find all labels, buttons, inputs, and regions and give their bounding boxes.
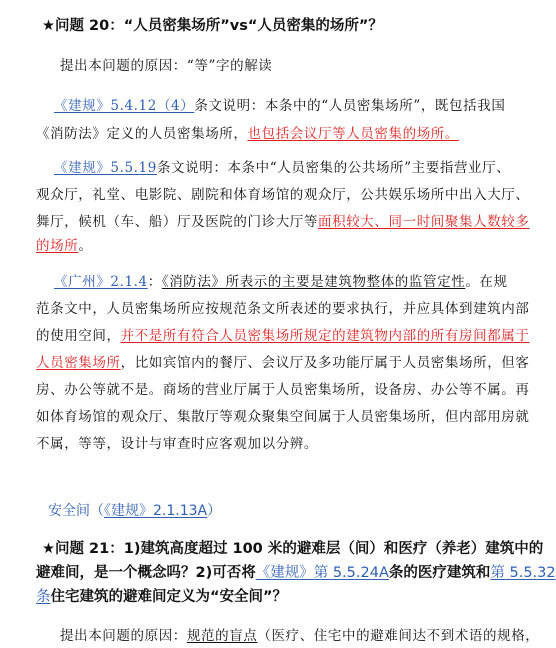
paragraph-3-line-7: 不属，等等，设计与审查时应客观加以分辨。 bbox=[36, 436, 318, 452]
highlighted-text: 的场所 bbox=[36, 238, 79, 254]
question-21-line-1: ★问题 21：1)建筑高度超过 100 米的避难层（间）和医疗（养老）建筑中的 bbox=[42, 541, 544, 557]
question-21-line-2: 避难间，是一个概念吗？2)可否将《建规》第 5.5.24A条的医疗建筑和第 5.5.32 bbox=[36, 565, 556, 581]
question-text: “人员密集场所”vs“人员密集的场所”？ bbox=[123, 18, 383, 34]
section-heading: 安全间（《建规》2.1.13A） bbox=[48, 503, 222, 519]
paragraph-3-line-4: 人员密集场所，比如宾馆内的餐厅、会议厅及多功能厅属于人员密集场所，但客 bbox=[36, 355, 530, 371]
paragraph-3-line-1: 《广州》2.1.4：《消防法》所表示的主要是建筑物整体的监管定性。在规 bbox=[54, 274, 508, 290]
paragraph-3-line-2: 范条文中，人员密集场所应按规范条文所表述的要求执行，并应具体到建筑内部 bbox=[36, 301, 530, 317]
question-label: 问题 20： bbox=[55, 18, 124, 34]
question-20-reason: 提出本问题的原因：“等”字的解读 bbox=[60, 58, 273, 74]
paragraph-2-line-1: 《建规》5.5.19条文说明：本条中“人员密集的公共场所”主要指营业厅、 bbox=[54, 160, 511, 176]
highlighted-text: 并不是所有符合人员密集场所规定的建筑物内部的所有房间都属于 bbox=[120, 328, 530, 344]
paragraph-1-line-1: 《建规》5.4.12（4）条文说明：本条中的“人员密集场所”，既包括我国 bbox=[54, 98, 506, 114]
question-20-heading bbox=[42, 14, 528, 35]
question-label: 问题 21： bbox=[55, 541, 124, 557]
star-icon: ★ bbox=[42, 541, 55, 557]
reference-link[interactable]: 《建规》2.1.13A bbox=[104, 503, 208, 519]
paragraph-2-line-4: 的场所。 bbox=[36, 238, 93, 254]
paragraph-3-line-3: 的使用空间，并不是所有符合人员密集场所规定的建筑物内部的所有房间都属于 bbox=[36, 328, 530, 344]
highlighted-text: 面积较大、同一时间聚集人数较多 bbox=[318, 214, 530, 230]
paragraph-1-line-2: 《消防法》定义的人员密集场所，也包括会议厅等人员密集的场所。 bbox=[36, 126, 459, 142]
star-icon: ★ bbox=[42, 18, 55, 34]
paragraph-2-line-2: 观众厅，礼堂、电影院、剧院和体育场馆的观众厅，公共娱乐场所中出入大厅、 bbox=[36, 187, 530, 203]
reference-link[interactable]: 条 bbox=[36, 589, 51, 605]
question-21-reason: 提出本问题的原因：规范的盲点（医疗、住宅中的避难间达不到术语的规格， bbox=[60, 628, 540, 644]
highlighted-text: 也包括会议厅等人员密集的场所。 bbox=[247, 126, 459, 142]
paragraph-2-line-3: 舞厅，候机（车、船）厅及医院的门诊大厅等面积较大、同一时间聚集人数较多 bbox=[36, 214, 530, 230]
reference-link[interactable]: 《建规》第 5.5.24A bbox=[255, 565, 389, 581]
highlighted-text: 人员密集场所 bbox=[36, 355, 121, 371]
reference-link[interactable]: 《建规》5.4.12（4） bbox=[54, 98, 195, 114]
paragraph-3-line-6: 如体育场馆的观众厅、集散厅等观众聚集空间属于人员密集场所，但内部用房就 bbox=[36, 409, 530, 425]
paragraph-3-line-5: 房、办公等就不是。商场的营业厅属于人员密集场所，设备房、办公等不属。再 bbox=[36, 382, 530, 398]
reference-link[interactable]: 第 5.5.32 bbox=[490, 565, 556, 581]
reference-link[interactable]: 《建规》5.5.19 bbox=[54, 160, 157, 176]
reference-link[interactable]: 《广州》2.1.4 bbox=[54, 274, 148, 290]
question-21-line-3: 条住宅建筑的避难间定义为“安全间”？ bbox=[36, 589, 288, 605]
